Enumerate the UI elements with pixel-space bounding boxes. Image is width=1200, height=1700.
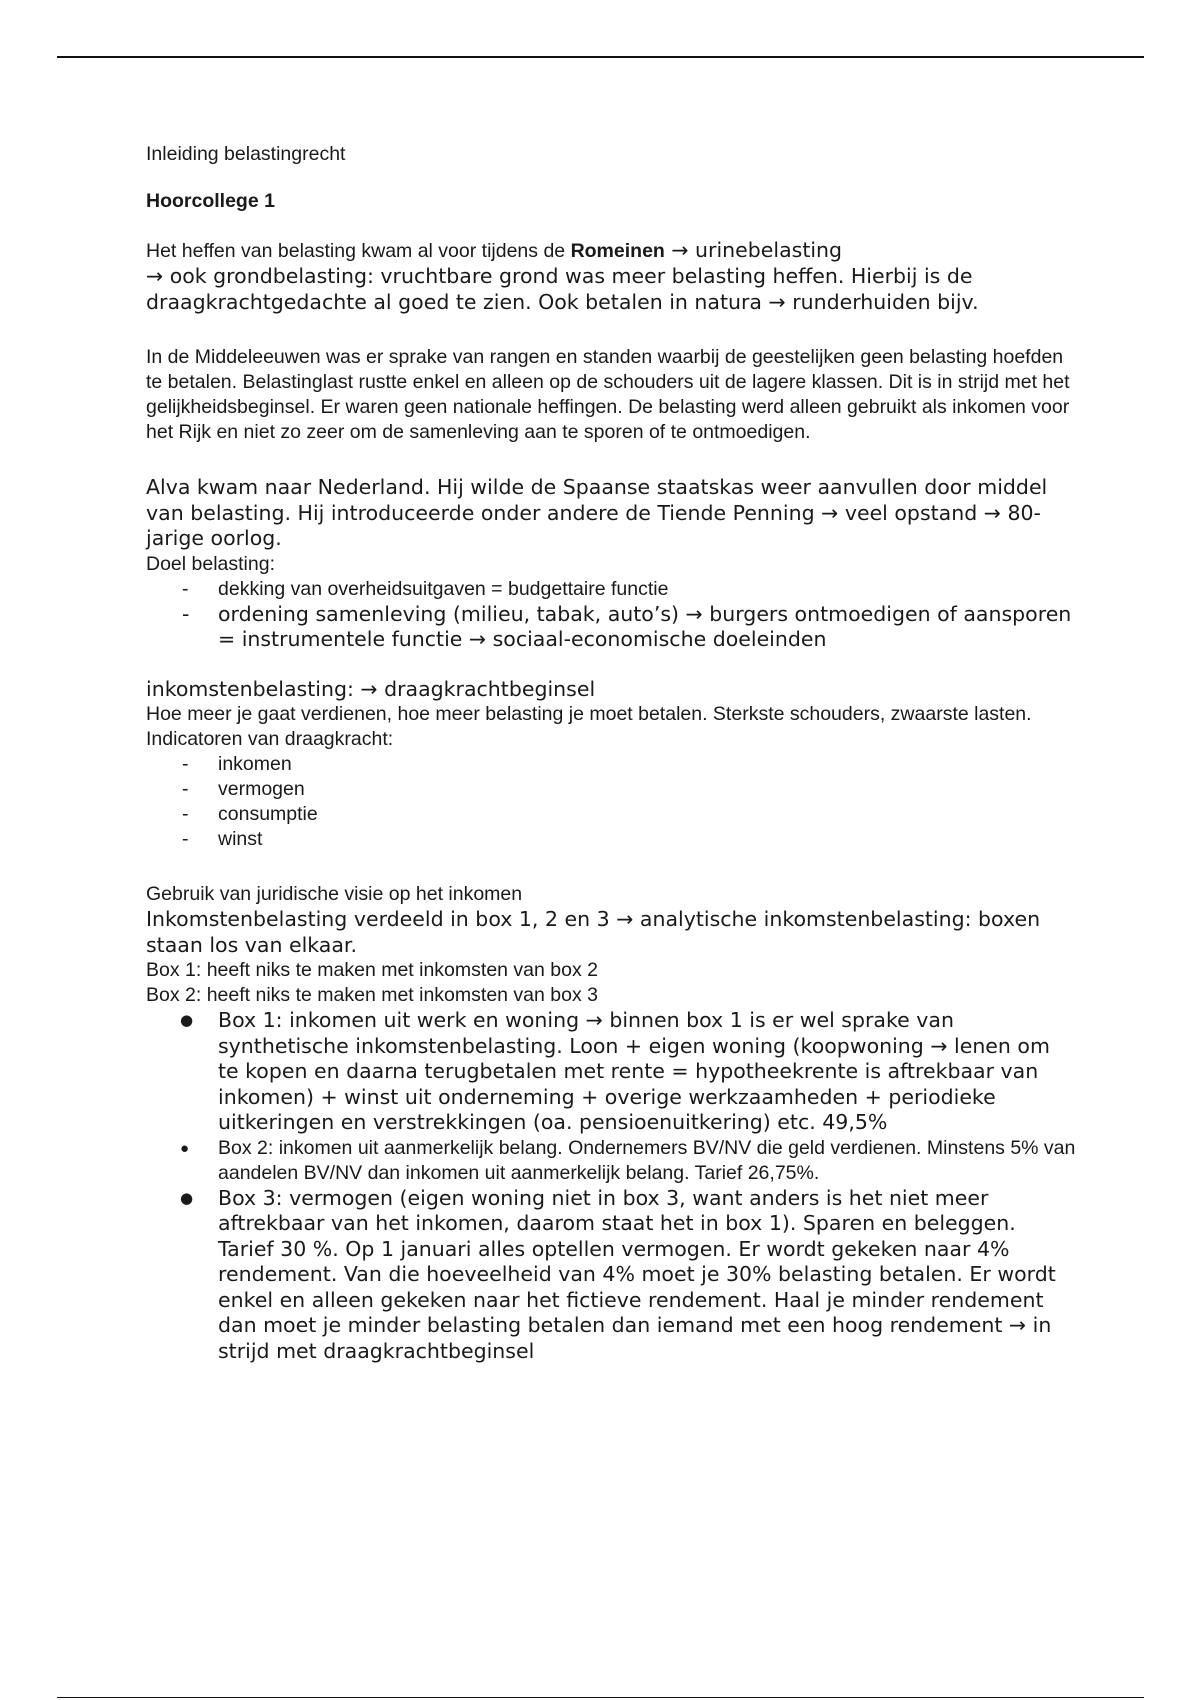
doel-list (146, 577, 1076, 653)
middle-ages-paragraph: In de Middeleeuwen was er sprake van rangen en standen waarbij de geestelijken geen belasting hoefden te betalen. Belastinglast rustte enkel en alleen op de schouders uit de lagere klassen. Dit is in strijd met het gelijkheidsbeginsel. Er waren geen nationale heffingen. De belasting werd alleen gebruikt als inkomen voor het Rijk en niet zo zeer om de samenleving aan te sporen of te ontmoedigen. (146, 346, 1070, 443)
dash-marker: - (182, 803, 189, 825)
dash-marker: - (182, 601, 190, 626)
indicator-item: consumptie (218, 803, 318, 825)
dash-marker: - (182, 753, 189, 775)
doel-label: Doel belasting: (146, 552, 275, 575)
ib-text: Hoe meer je gaat verdienen, hoe meer belasting je moet betalen. Sterkste schouders, zwaarste lasten. (146, 703, 1032, 725)
indicator-item: winst (218, 828, 263, 850)
list-item (146, 827, 1076, 852)
document-title: Inleiding belastingrecht (146, 143, 346, 165)
top-rule (57, 56, 1144, 58)
alva-paragraph: Alva kwam naar Nederland. Hij wilde de Spaanse staatskas weer aanvullen door middel van belasting. Hij introduceerde onder andere de Tiende Penning → veel opstand → 80-jarige oorlog. (146, 475, 1048, 550)
romans-text: Het heffen van belasting kwam al voor tijdens de (146, 240, 571, 262)
list-item (146, 777, 1076, 802)
bullet-marker: ● (180, 1139, 190, 1157)
doel-item-1: dekking van overheidsuitgaven = budgettaire functie (218, 577, 669, 600)
list-item (146, 577, 1076, 602)
box-line-2: Box 2: heeft niks te maken met inkomsten van box 3 (146, 984, 598, 1006)
list-item (146, 1008, 1076, 1136)
list-item (146, 802, 1076, 827)
list-item (146, 1136, 1076, 1186)
indicatoren-list (146, 752, 1076, 852)
doel-item-2: ordening samenleving (milieu, tabak, auto’s) → burgers ontmoedigen of aansporen = instrumentele functie → sociaal-economische doeleinden (218, 601, 1072, 651)
boxes-list (146, 1008, 1076, 1364)
bottom-rule (57, 1697, 1144, 1698)
box-3-item: Box 3: vermogen (eigen woning niet in box 3, want anders is het niet meer aftrekbaar van het inkomen, daarom staat het in box 1). Sparen en beleggen. Tarief 30 %. Op 1 januari alles optellen vermogen. Er wordt gekeken naar 4% rendement. Van die hoeveelheid van 4% moet je 30% belasting betalen. Er wordt enkel en alleen gekeken naar het fictieve rendement. Haal je minder rendement dan moet je minder belasting betalen dan iemand met een hoog rendement → in strijd met draagkrachtbeginsel (218, 1185, 1056, 1363)
romans-paragraph (146, 238, 1076, 264)
list-item (146, 1186, 1076, 1365)
box-line-1: Box 1: heeft niks te maken met inkomsten van box 2 (146, 959, 598, 981)
document-body (146, 142, 1076, 1364)
indicator-item: inkomen (218, 753, 292, 775)
box-2-item: Box 2: inkomen uit aanmerkelijk belang. Ondernemers BV/NV die geld verdienen. Minstens 5% van aandelen BV/NV dan inkomen uit aanmerkelijk belang. Tarief 26,75%. (218, 1136, 1076, 1184)
juridisch-line: Gebruik van juridische visie op het inkomen (146, 883, 523, 905)
ib-heading: inkomstenbelasting: → draagkrachtbeginsel (146, 676, 596, 701)
boxen-intro: Inkomstenbelasting verdeeld in box 1, 2 en 3 → analytische inkomstenbelasting: boxen staan los van elkaar. (146, 907, 1041, 957)
lecture-heading: Hoorcollege 1 (146, 190, 275, 212)
bullet-marker: ● (180, 1188, 194, 1207)
romans-after: → urinebelasting (664, 238, 843, 262)
indicatoren-label: Indicatoren van draagkracht: (146, 728, 394, 750)
dash-marker: - (182, 778, 189, 800)
dash-marker: - (182, 828, 189, 850)
box-1-item: Box 1: inkomen uit werk en woning → binnen box 1 is er wel sprake van synthetische inkomstenbelasting. Loon + eigen woning (koopwoning → lenen om te kopen en daarna terugbetalen met rente = hypotheekrente is aftrekbaar van inkomen) + winst uit onderneming + overige werkzaamheden + periodieke uitkeringen en verstrekkingen (oa. pensioenuitkering) etc. 49,5% (218, 1008, 1050, 1134)
dash-marker: - (182, 577, 189, 600)
bullet-marker: ● (180, 1011, 194, 1029)
romans-bold: Romeinen (570, 240, 665, 262)
romans-line2: → ook grondbelasting: vruchtbare grond was meer belasting heffen. Hierbij is de draagkrachtgedachte al goed te zien. Ook betalen in natura → runderhuiden bijv. (146, 264, 979, 314)
list-item (146, 602, 1076, 653)
indicator-item: vermogen (218, 778, 305, 800)
list-item (146, 752, 1076, 777)
